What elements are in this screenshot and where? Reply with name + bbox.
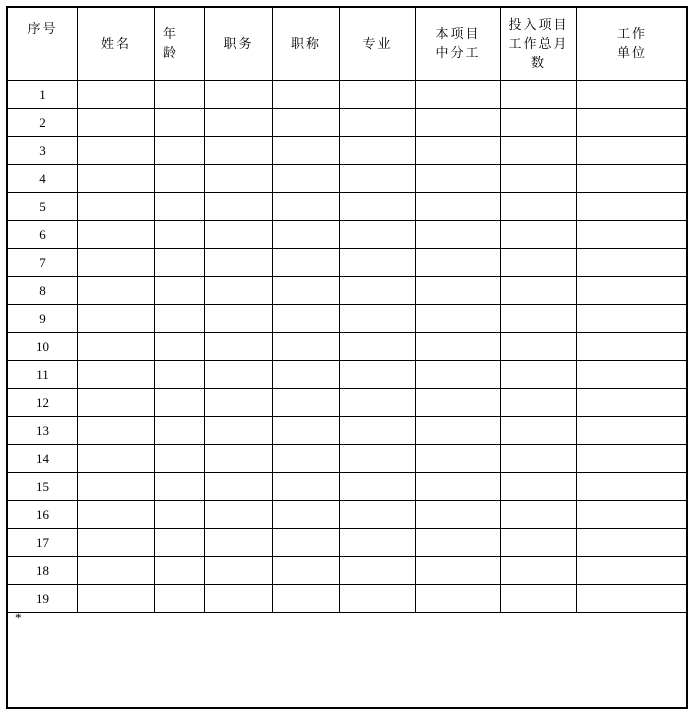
cell-unit[interactable] <box>577 389 688 417</box>
table-row <box>8 557 688 585</box>
cell-unit[interactable] <box>577 137 688 165</box>
cell-title[interactable] <box>273 221 340 249</box>
table-row <box>8 529 688 557</box>
cell-position[interactable] <box>205 165 273 193</box>
cell-name[interactable] <box>78 137 155 165</box>
cell-unit[interactable] <box>577 277 688 305</box>
cell-name[interactable] <box>78 389 155 417</box>
cell-months[interactable] <box>501 137 577 165</box>
cell-major[interactable] <box>340 305 416 333</box>
cell-months[interactable] <box>501 333 577 361</box>
cell-months[interactable] <box>501 249 577 277</box>
cell-position[interactable] <box>205 445 273 473</box>
table-row <box>8 361 688 389</box>
cell-name[interactable] <box>78 81 155 109</box>
header-position: 职务 <box>205 8 273 81</box>
cell-role[interactable] <box>416 361 501 389</box>
cell-age[interactable] <box>155 445 205 473</box>
cell-age[interactable] <box>155 305 205 333</box>
table-body <box>8 81 688 613</box>
cell-age[interactable] <box>155 389 205 417</box>
cell-role[interactable] <box>416 277 501 305</box>
cell-age[interactable] <box>155 193 205 221</box>
cell-position[interactable] <box>205 417 273 445</box>
cell-name[interactable] <box>78 557 155 585</box>
cell-unit[interactable] <box>577 81 688 109</box>
cell-name[interactable] <box>78 277 155 305</box>
cell-title[interactable] <box>273 333 340 361</box>
cell-major[interactable] <box>340 585 416 613</box>
table-row <box>8 137 688 165</box>
cell-months[interactable] <box>501 361 577 389</box>
cell-unit[interactable] <box>577 193 688 221</box>
header-title: 职称 <box>273 8 340 81</box>
cell-age[interactable] <box>155 81 205 109</box>
cell-unit[interactable] <box>577 473 688 501</box>
cell-title[interactable] <box>273 557 340 585</box>
cell-role[interactable] <box>416 165 501 193</box>
cell-months[interactable] <box>501 165 577 193</box>
row-number: 11 <box>8 361 78 389</box>
cell-title[interactable] <box>273 417 340 445</box>
cell-major[interactable] <box>340 389 416 417</box>
cell-months[interactable] <box>501 277 577 305</box>
table-row <box>8 333 688 361</box>
header-months-line-1: 投入项目 <box>508 17 569 33</box>
cell-unit[interactable] <box>577 109 688 137</box>
cell-age[interactable] <box>155 501 205 529</box>
cell-title[interactable] <box>273 529 340 557</box>
cell-age[interactable] <box>155 417 205 445</box>
cell-unit[interactable] <box>577 557 688 585</box>
cell-role[interactable] <box>416 557 501 585</box>
cell-months[interactable] <box>501 417 577 445</box>
table-row <box>8 165 688 193</box>
cell-role[interactable] <box>416 109 501 137</box>
cell-name[interactable] <box>78 109 155 137</box>
cell-title[interactable] <box>273 473 340 501</box>
header-unit <box>577 8 688 81</box>
header-age <box>155 8 205 81</box>
cell-role[interactable] <box>416 501 501 529</box>
cell-unit[interactable] <box>577 361 688 389</box>
cell-months[interactable] <box>501 389 577 417</box>
cell-major[interactable] <box>340 445 416 473</box>
cell-unit[interactable] <box>577 333 688 361</box>
cell-months[interactable] <box>501 221 577 249</box>
table-row <box>8 193 688 221</box>
row-number: 19 <box>8 585 78 613</box>
row-number: 2 <box>8 109 78 137</box>
row-number: 14 <box>8 445 78 473</box>
cell-position[interactable] <box>205 109 273 137</box>
cell-major[interactable] <box>340 221 416 249</box>
cell-position[interactable] <box>205 501 273 529</box>
cell-months[interactable] <box>501 81 577 109</box>
cell-age[interactable] <box>155 473 205 501</box>
cell-age[interactable] <box>155 249 205 277</box>
cell-major[interactable] <box>340 361 416 389</box>
cell-name[interactable] <box>78 305 155 333</box>
cell-name[interactable] <box>78 221 155 249</box>
cell-title[interactable] <box>273 389 340 417</box>
cell-name[interactable] <box>78 333 155 361</box>
cell-position[interactable] <box>205 193 273 221</box>
cell-major[interactable] <box>340 417 416 445</box>
cell-name[interactable] <box>78 529 155 557</box>
cell-name[interactable] <box>78 249 155 277</box>
row-number: 10 <box>8 333 78 361</box>
cell-unit[interactable] <box>577 417 688 445</box>
table-row <box>8 249 688 277</box>
cell-title[interactable] <box>273 305 340 333</box>
row-number: 16 <box>8 501 78 529</box>
cell-age[interactable] <box>155 165 205 193</box>
cell-name[interactable] <box>78 165 155 193</box>
cell-months[interactable] <box>501 109 577 137</box>
row-number: 6 <box>8 221 78 249</box>
cell-title[interactable] <box>273 249 340 277</box>
row-number: 15 <box>8 473 78 501</box>
cell-months[interactable] <box>501 305 577 333</box>
cell-major[interactable] <box>340 81 416 109</box>
table-row <box>8 389 688 417</box>
cell-position[interactable] <box>205 81 273 109</box>
cell-months[interactable] <box>501 193 577 221</box>
cell-position[interactable] <box>205 333 273 361</box>
cell-name[interactable] <box>78 361 155 389</box>
cell-months[interactable] <box>501 557 577 585</box>
cell-unit[interactable] <box>577 529 688 557</box>
row-number: 8 <box>8 277 78 305</box>
cell-major[interactable] <box>340 109 416 137</box>
cell-position[interactable] <box>205 137 273 165</box>
header-age-line-2: 龄 <box>163 46 177 61</box>
table-row <box>8 277 688 305</box>
header-months <box>501 8 577 81</box>
table-row <box>8 473 688 501</box>
cell-role[interactable] <box>416 585 501 613</box>
cell-role[interactable] <box>416 389 501 417</box>
cell-position[interactable] <box>205 389 273 417</box>
cell-role[interactable] <box>416 333 501 361</box>
cell-title[interactable] <box>273 361 340 389</box>
row-number: 4 <box>8 165 78 193</box>
cell-title[interactable] <box>273 165 340 193</box>
row-number: 9 <box>8 305 78 333</box>
cell-role[interactable] <box>416 305 501 333</box>
cell-role[interactable] <box>416 249 501 277</box>
cell-months[interactable] <box>501 501 577 529</box>
cell-months[interactable] <box>501 529 577 557</box>
row-number: 5 <box>8 193 78 221</box>
cell-name[interactable] <box>78 473 155 501</box>
cell-title[interactable] <box>273 585 340 613</box>
table-row <box>8 221 688 249</box>
table-row <box>8 501 688 529</box>
personnel-form <box>6 6 688 709</box>
cell-unit[interactable] <box>577 305 688 333</box>
cell-unit[interactable] <box>577 165 688 193</box>
cell-role[interactable] <box>416 473 501 501</box>
cell-role[interactable] <box>416 221 501 249</box>
table-row <box>8 305 688 333</box>
cell-major[interactable] <box>340 529 416 557</box>
row-number: 3 <box>8 137 78 165</box>
cell-role[interactable] <box>416 529 501 557</box>
cell-unit[interactable] <box>577 501 688 529</box>
cell-role[interactable] <box>416 445 501 473</box>
cell-major[interactable] <box>340 557 416 585</box>
cell-name[interactable] <box>78 501 155 529</box>
cell-role[interactable] <box>416 417 501 445</box>
cell-position[interactable] <box>205 277 273 305</box>
cell-position[interactable] <box>205 221 273 249</box>
cell-major[interactable] <box>340 333 416 361</box>
cell-title[interactable] <box>273 277 340 305</box>
cell-months[interactable] <box>501 445 577 473</box>
row-number: 7 <box>8 249 78 277</box>
cell-name[interactable] <box>78 585 155 613</box>
header-major: 专业 <box>340 8 416 81</box>
header-age-line-1: 年 <box>163 27 177 42</box>
cell-age[interactable] <box>155 585 205 613</box>
cell-major[interactable] <box>340 277 416 305</box>
cell-position[interactable] <box>205 473 273 501</box>
cell-major[interactable] <box>340 137 416 165</box>
cell-age[interactable] <box>155 333 205 361</box>
cell-position[interactable] <box>205 249 273 277</box>
cell-age[interactable] <box>155 557 205 585</box>
row-number: 17 <box>8 529 78 557</box>
table-row <box>8 445 688 473</box>
personnel-table <box>7 7 688 613</box>
cell-title[interactable] <box>273 81 340 109</box>
row-number: 1 <box>8 81 78 109</box>
header-role-line-2: 中分工 <box>435 46 481 61</box>
header-months-line-2: 工作总月 <box>508 36 569 52</box>
cell-title[interactable] <box>273 445 340 473</box>
cell-unit[interactable] <box>577 445 688 473</box>
cell-major[interactable] <box>340 193 416 221</box>
cell-age[interactable] <box>155 529 205 557</box>
header-name: 姓名 <box>78 8 155 81</box>
header-row <box>8 8 688 81</box>
cell-role[interactable] <box>416 81 501 109</box>
table-row <box>8 417 688 445</box>
cell-unit[interactable] <box>577 585 688 613</box>
cell-age[interactable] <box>155 137 205 165</box>
header-months-line-3: 数 <box>530 55 546 71</box>
row-number: 13 <box>8 417 78 445</box>
cell-role[interactable] <box>416 137 501 165</box>
cell-name[interactable] <box>78 445 155 473</box>
cell-months[interactable] <box>501 473 577 501</box>
cell-major[interactable] <box>340 501 416 529</box>
cell-position[interactable] <box>205 305 273 333</box>
cell-major[interactable] <box>340 249 416 277</box>
cell-position[interactable] <box>205 361 273 389</box>
row-number: 18 <box>8 557 78 585</box>
cell-age[interactable] <box>155 221 205 249</box>
cell-unit[interactable] <box>577 221 688 249</box>
cell-months[interactable] <box>501 585 577 613</box>
cell-name[interactable] <box>78 193 155 221</box>
row-number: 12 <box>8 389 78 417</box>
header-role <box>416 8 501 81</box>
cell-age[interactable] <box>155 361 205 389</box>
cell-title[interactable] <box>273 501 340 529</box>
cell-major[interactable] <box>340 473 416 501</box>
cell-unit[interactable] <box>577 249 688 277</box>
header-role-line-1: 本项目 <box>435 27 481 42</box>
header-unit-line-1: 工作 <box>616 27 647 42</box>
cell-role[interactable] <box>416 193 501 221</box>
table-row <box>8 109 688 137</box>
table-row <box>8 81 688 109</box>
cell-position[interactable] <box>205 585 273 613</box>
header-seq: 序号 <box>8 8 78 81</box>
cell-position[interactable] <box>205 529 273 557</box>
cell-position[interactable] <box>205 557 273 585</box>
note-marker: * <box>15 610 22 625</box>
cell-major[interactable] <box>340 165 416 193</box>
cell-title[interactable] <box>273 137 340 165</box>
cell-age[interactable] <box>155 277 205 305</box>
table-row <box>8 585 688 613</box>
cell-name[interactable] <box>78 417 155 445</box>
header-unit-line-2: 单位 <box>616 46 647 61</box>
cell-age[interactable] <box>155 109 205 137</box>
cell-title[interactable] <box>273 109 340 137</box>
cell-title[interactable] <box>273 193 340 221</box>
